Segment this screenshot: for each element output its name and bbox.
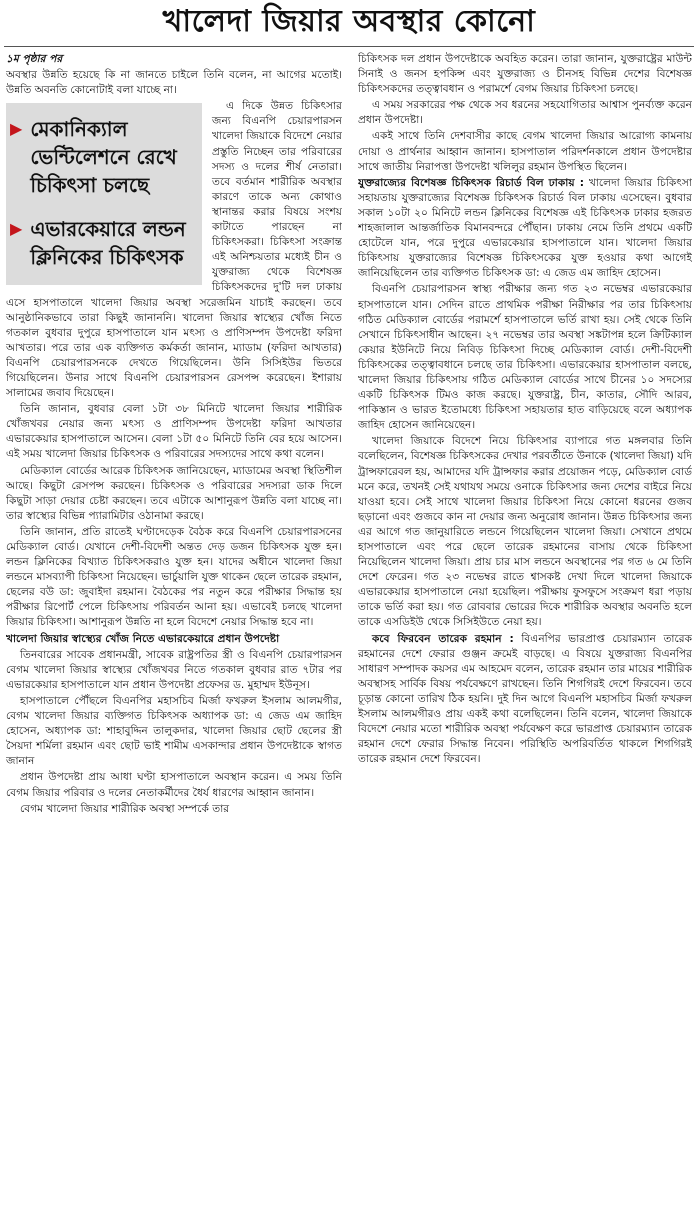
paragraph: একই সাথে তিনি দেশবাসীর কাছে বেগম খালেদা জিয়ার আরোগ্য কামনায় দোয়া ও প্রার্থনার আহ্বান জানান। হাসপাতাল পরিদর্শনকালে প্রধান উপদেষ্টার সাথে জাতীয় নিরাপত্তা উপদেষ্টা খলিলুর রহমান উপস্থিত ছিলেন। (358, 130, 692, 173)
callout-item (10, 115, 196, 199)
highlight-callout-box (6, 103, 202, 285)
paragraph: এ সময় সরকারের পক্ষ থেকে সব ধরনের সহযোগিতার আশ্বাস পুনর্ব্যক্ত করেন প্রধান উপদেষ্টা। (358, 99, 692, 127)
right-column (358, 52, 692, 1202)
paragraph: তিনবারের সাবেক প্রধানমন্ত্রী, সাবেক রাষ্ট্রপতির স্ত্রী ও বিএনপি চেয়ারপারসন বেগম খালেদা জিয়ার স্বাস্থ্যের খোঁজখবর নিতে গতকাল বুধবার রাত ৭টার পর এভারকেয়ার হাসপাতালে যান প্রধান উপদেষ্টা প্রফেসর ড. মুহাম্মদ ইউনূস। (6, 648, 342, 691)
paragraph: তিনি জানান, প্রতি রাতেই ঘণ্টাদেড়েক বৈঠক করে বিএনপি চেয়ারপারসনের মেডিক্যাল বোর্ড। যেখানে দেশী-বিদেশী অন্তত দেড় ডজন চিকিৎসক যুক্ত হন। লন্ডন ক্লিনিকের বিখ্যাত চিকিৎসকরাও যুক্ত হন। যাদের অধীনে খালেদা জিয়া লন্ডনে মাসব্যাপী চিকিৎসা নিয়েছেন। ভার্চুয়ালি যুক্ত থাকেন ছেলে তারেক রহমান, ছেলের বউ ডা: জুবাইদা রহমান। বৈঠকের পর নতুন করে পরীক্ষার সিদ্ধান্ত হয় পরীক্ষার রিপোর্ট পেলে চিকিৎসায় পরিবর্তন আনা হয়। এভাবেই চলছে খালেদা জিয়ার চিকিৎসা। আশানুরূপ উন্নতি না হলে বিদেশে নেয়ার সিদ্ধান্ত হবে না। (6, 525, 342, 629)
lead-paragraph (358, 632, 692, 768)
paragraph: তিনি জানান, বুধবার বেলা ১টা ৩৮ মিনিটে খালেদা জিয়ার শারীরিক খোঁজখবর নেয়ার জন্য মৎস্য ও প্রাণিসম্পদ উপদেষ্টা ফরিদা আখতার এভারকেয়ার হাসপাতালে আসেন। বেলা ১টা ৫০ মিনিটে তিনি বের হয়ে আসেন। এই সময় খালেদা জিয়ার চিকিৎসক ও পরিবারের সদস্যদের সাথে কথা বলেন। (6, 403, 342, 461)
lead-text: খালেদা জিয়ার চিকিৎসা সহায়তায় যুক্তরাজ্যের বিশেষজ্ঞ চিকিৎসক রিচার্ড বিল ঢাকায় এসেছেন। বুধবার সকাল ১০টা ২০ মিনিটে লন্ডন ক্লিনিকের বিশেষজ্ঞ এই চিকিৎসক ঢাকার হজরত শাহজালাল আন্তর্জাতিক বিমানবন্দরে পৌঁছান। ঢাকায় নেমে তিনি প্রথমে একটি হোটেলে যান, পরে দুপুরে এভারকেয়ার হাসপাতালে যান। খালেদা জিয়ার চিকিৎসায় যুক্তরাজ্যের বিশেষজ্ঞ চিকিৎসকের যুক্ত হওয়ার কথা আগেই জানিয়েছিলেন তার ব্যক্তিগত চিকিৎসক ডা: এ জেড এম জাহিদ হোসেন। (358, 176, 692, 280)
lead-text: বিএনপির ভারপ্রাপ্ত চেয়ারম্যান তারেক রহমানের দেশে ফেরার গুঞ্জন ক্রমেই বাড়ছে। এ বিষয়ে যুক্তরাজ্য বিএনপির সাধারণ সম্পাদক কয়সর এম আহমেদ বলেন, তারেক রহমান তার মায়ের শারীরিক অবস্থাসহ সার্বিক বিষয় পর্যবেক্ষণে রাখছেন। তিনি শিগগিরই দেশে ফিরবেন। তবে চূড়ান্ত কোনো তারিখ ঠিক হয়নি। দুই দিন আগে বিএনপি মহাসচিব মির্জা ফখরুল ইসলাম আলমগীরও প্রায় একই কথা বলেছিলেন। তিনি বলেন, খালেদা জিয়াকে বিদেশে নেয়ার মতো শারীরিক অবস্থা পর্যবেক্ষণ করে ভারপ্রাপ্ত চেয়ারম্যান তারেক রহমান দেশে ফেরার সিদ্ধান্ত নিবেন। পরিস্থিতি অপরিবর্তিত থাকলে শিগগিরই তারেক রহমান দেশে ফিরবেন। (358, 632, 692, 766)
paragraph: বিএনপি চেয়ারপারসন স্বাস্থ্য পরীক্ষার জন্য গত ২৩ নভেম্বর এভারকেয়ার হাসপাতালে যান। সেদিন রাতে প্রাথমিক পরীক্ষা নিরীক্ষার পর তার চিকিৎসায় গঠিত মেডিক্যাল বোর্ডের পরামর্শে হাসপাতালে ভর্তি রাখা হয়। সেই থেকে তিনি সেখানে চিকিৎসাধীন আছেন। ২৭ নভেম্বর তার অবস্থা সঙ্কটাপন্ন হলে ক্রিটিক্যাল কেয়ার ইউনিটে নিয়ে নিবিড় চিকিৎসা দিচ্ছে মেডিক্যাল বোর্ড। দেশী-বিদেশী চিকিৎসকের তত্ত্বাবধানে চলছে তার চিকিৎসা। এভারকেয়ার হাসপাতাল বলছে, খালেদা জিয়ার চিকিৎসায় গঠিত মেডিক্যাল বোর্ডের সাথে চীনের ১০ সদস্যের একটি চিকিৎসক টিমও কাজ করছে। যুক্তরাষ্ট্র, চীন, কাতার, সৌদি আরব, পাকিস্তান ও ভারত ইতোমধ্যে চিকিৎসা সহায়তার হাত বাড়িয়েছে বলে অধ্যাপক জাহিদ হোসেন জানিয়েছেন। (358, 283, 692, 432)
callout-item (10, 215, 196, 271)
paragraph: বেগম খালেদা জিয়ার শারীরিক অবস্থা সম্পর্কে তার (20, 802, 230, 815)
left-column (6, 52, 342, 1202)
red-triangle-bullet-icon: ▶ (10, 119, 23, 139)
paragraph: চিকিৎসক দল প্রধান উপদেষ্টাকে অবহিত করেন। তারা জানান, যুক্তরাষ্ট্রের মাউন্ট সিনাই ও জনস হপকিন্স এবং যুক্তরাজ্য ও চীনসহ বিভিন্ন দেশের বিশেষজ্ঞ চিকিৎসকদের তত্ত্বাবধান ও পরামর্শে বেগম জিয়ার চিকিৎসা চলছে। (358, 53, 692, 96)
paragraph: প্রধান উপদেষ্টা প্রায় আধা ঘণ্টা হাসপাতালে অবস্থান করেন। এ সময় তিনি বেগম জিয়ার পরিবার ও দলের নেতাকর্মীদের ধৈর্য ধারণের আহ্বান জানান। (6, 771, 342, 799)
paragraph: হাসপাতালে পৌঁছলে বিএনপির মহাসচিব মির্জা ফখরুল ইসলাম আলমগীর, বেগম খালেদা জিয়ার ব্যক্তিগত চিকিৎসক অধ্যাপক ডা: এ জেড এম জাহিদ হোসেন, অধ্যাপক ডা: শাহাবুদ্দিন তালুকদার, খালেদা জিয়ার ছোট ছেলের স্ত্রী সৈয়দা শর্মিলা রহমান এবং ছোট ভাই শামীম এসকান্দার প্রধান উপদেষ্টাকে স্বাগত জানান (6, 694, 342, 768)
lead-in: কবে ফিরবেন তারেক রহমান : (372, 632, 514, 645)
headline: খালেদা জিয়ার অবস্থার কোনো (162, 4, 536, 39)
callout-text: মেকানিক্যাল ভেন্টিলেশনে রেখে চিকিৎসা চলছে (30, 117, 177, 198)
paragraph: মেডিক্যাল বোর্ডের আরেক চিকিৎসক জানিয়েছেন, ম্যাডামের অবস্থা স্থিতিশীল আছে। কিছুটা রেসপন্স করছেন। চিকিৎসক ও পরিবারের সদস্যরা ডাক দিলে কিছুটা সাড়া দেয়ার চেষ্টা করছেন। তবে এটাকে আশানুরূপ উন্নতি বলা যাচ্ছে না। তার স্বাস্থ্যের বিভিন্ন প্যারামিটার ওঠানামা করছে। (6, 464, 342, 522)
lead-in: যুক্তরাজ্যের বিশেষজ্ঞ চিকিৎসক রিচার্ড বিল ঢাকায় : (358, 176, 585, 189)
lead-paragraph (358, 176, 692, 282)
paragraph: অবস্থার উন্নতি হয়েছে কি না জানতে চাইলে তিনি বলেন, না আগের মতোই। উন্নতি অবনতি কোনোটাই বলা যাচ্ছে না। (6, 69, 342, 97)
subheading: খালেদা জিয়ার স্বাস্থ্যের খোঁজ নিতে এভারকেয়ারে প্রধান উপদেষ্টা (6, 632, 280, 645)
paragraph: এ দিকে উন্নত চিকিৎসার জন্য বিএনপি চেয়ারপারসন খালেদা জিয়াকে বিদেশে নেয়ার প্রস্তুতি নিচ্ছেন তার পরিবারের সদস্য ও দলের শীর্ষ নেতারা। তবে বর্তমান শারীরিক অবস্থার কারণে তাকে অন্য কোথাও স্থানান্তর করার বিষয়ে সংশয় কাটাতে পারছেন না চিকিৎসকরা। চিকিৎসা সংক্রান্ত এই অনিশ্চয়তার মধ্যেই চীন ও যুক্তরাজ্য থেকে বিশেষজ্ঞ চিকিৎসকদের দু'টি দল ঢাকায় এসে হাসপাতালে খালেদা জিয়ার অবস্থা সরেজমিন যাচাই করছেন। তবে আনুষ্ঠানিকভাবে তারা কিছুই জানাননি। খালেদা জিয়ার স্বাস্থ্যের খোঁজ নিতে গতকাল বুধবার দুপুরে হাসপাতালে যান মৎস্য ও প্রাণিসম্পদ উপদেষ্টা ফরিদা আখতার। পরে তার এক ব্যক্তিগত কর্মকর্তা জানান, ম্যাডাম (ফরিদা আখতার) বিএনপি চেয়ারপারসনকে দেখতে গিয়েছিলেন। উনি সিসিইউর ভিতরে গিয়েছিলেন। উনার সাথে বিএনপি চেয়ারপারসন রেসপন্স করেছেন। ইশারায় সালামের জবাব দিয়েছেন। (6, 100, 342, 400)
continuation-label: ১ম পৃষ্ঠার পর (6, 53, 63, 65)
callout-text: এভারকেয়ারে লন্ডন ক্লিনিকের চিকিৎসক (30, 217, 186, 270)
red-triangle-bullet-icon: ▶ (10, 219, 23, 239)
headline-rule (4, 46, 694, 47)
paragraph: খালেদা জিয়াকে বিদেশে নিয়ে চিকিৎসার ব্যাপারে গত মঙ্গলবার তিনি বলেছিলেন, বিশেষজ্ঞ চিকিৎসকের দেখার পরবর্তীতে উনাকে (খালেদা জিয়া) যদি ট্রান্সফারেবল হয়, আমাদের যদি ট্রান্সফার করার প্রয়োজন পড়ে, মেডিক্যাল বোর্ড মনে করে, তখনই সেই যথাযথ সময়ে ওনাকে চিকিৎসার জন্য দেশের বাইরে নিয়ে যাওয়া হবে। সেই সাথে খালেদা জিয়ার চিকিৎসা নিয়ে কোনো ধরনের গুজব ছড়ানো এবং গুজবে কান না দেয়ার জন্য অনুরোধ জানান। উন্নত চিকিৎসার জন্য এর আগে গত জানুয়ারিতে লন্ডনে গিয়েছিলেন খালেদা জিয়া। সেখানে প্রথমে হাসপাতালে এবং পরে ছেলে তারেক রহমানের বাসায় থেকে চিকিৎসা নিয়েছিলেন খালেদা জিয়া। প্রায় চার মাস লন্ডনে অবস্থানের পর গত ৬ মে তিনি দেশে ফেরেন। গত ২৩ নভেম্বর রাতে শ্বাসকষ্ট দেখা দিলে খালেদা জিয়াকে এভারকেয়ার হাসপাতালে নেয়া হয়েছিল। পরীক্ষায় ফুসফুসে সংক্রমণ ধরা পড়ায় তাকে ভর্তি করা হয়। গত রোববার ভোরের দিকে শারীরিক অবস্থার অবনতি হলে তাকে এসডিইউ থেকে সিসিইউতে নেয়া হয়। (358, 435, 692, 629)
